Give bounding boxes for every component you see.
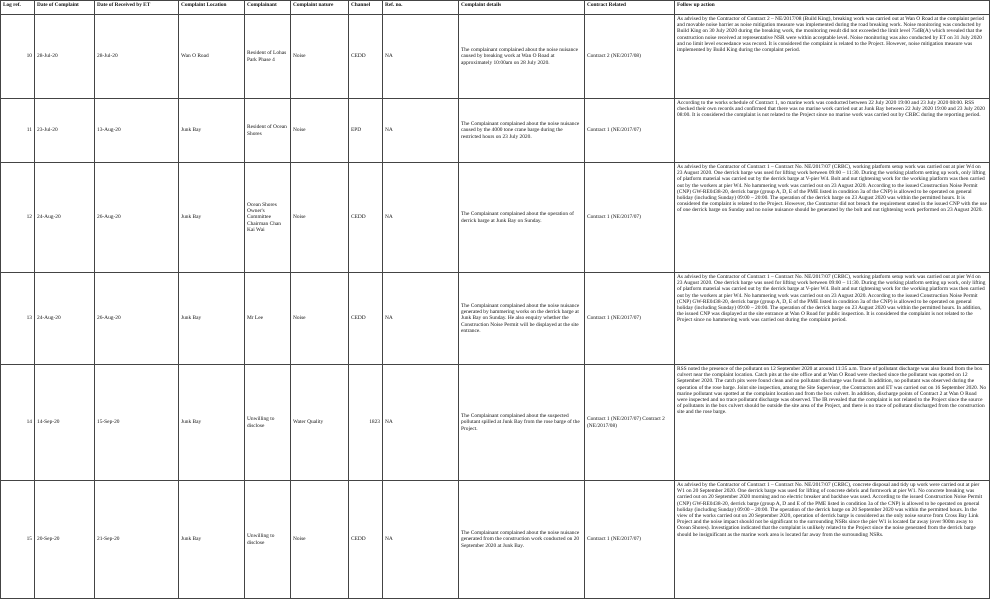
cell-ref-no: NA <box>383 15 459 99</box>
cell-nature: Noise <box>291 481 349 599</box>
table-row <box>1 481 990 599</box>
header-date-received: Date of Received by ET <box>95 1 179 15</box>
cell-channel: EPD <box>349 99 383 163</box>
cell-date-complaint: 23-Jul-20 <box>35 99 95 163</box>
cell-nature: Noise <box>291 273 349 365</box>
table-row <box>1 163 990 273</box>
cell-details: The Complainant complained about the noise nuisance generated by hammering works on the derrick barge at Junk Bay on Sunday. He also enquiry whether the Construction Noise Permit will be displayed at the site entrance. <box>459 273 585 365</box>
table-row <box>1 365 990 481</box>
cell-channel: CEDD <box>349 15 383 99</box>
cell-location: Junk Bay <box>179 163 245 273</box>
header-complaint-location: Complaint Location <box>179 1 245 15</box>
cell-complainant: Unwilling to disclose <box>245 481 291 599</box>
cell-complainant: Unwilling to disclose <box>245 365 291 481</box>
cell-nature: Noise <box>291 15 349 99</box>
cell-log-ref: 13 <box>1 273 35 365</box>
table-row <box>1 99 990 163</box>
cell-contract: Contract 2 (NE/2017/08) <box>585 15 675 99</box>
table-row <box>1 15 990 99</box>
cell-contract: Contract 1 (NE/2017/07) <box>585 163 675 273</box>
cell-details: The Complainant complained about the suspected pollutant spilled at Junk Bay from the rose barge of the Project. <box>459 365 585 481</box>
cell-complainant: Ocean Shores Owner's Committee Chairman Chan Kai Wai <box>245 163 291 273</box>
cell-location: Junk Bay <box>179 99 245 163</box>
cell-details: The Complainant complained about the operation of derrick barge at Junk Bay on Sunday. <box>459 163 585 273</box>
header-log-ref: Log ref. <box>1 1 35 15</box>
cell-log-ref: 12 <box>1 163 35 273</box>
cell-location: Junk Bay <box>179 365 245 481</box>
cell-date-received: 28-Jul-20 <box>95 15 179 99</box>
cell-date-complaint: 14-Sep-20 <box>35 365 95 481</box>
header-ref-no: Ref. no. <box>383 1 459 15</box>
cell-contract: Contract 1 (NE/2017/07) <box>585 99 675 163</box>
cell-details: The complainant complained about the noise nuisance caused by breaking work at Wan O Road at approximately 10:00am on 28 July 2020. <box>459 15 585 99</box>
cell-follow-up: RSS noted the presence of the pollutant on 12 September 2020 at around 11:35 a.m. Trace of pollutant discharge was also found from the box culvert near the complaint location. Catch pits at the site office and at Wan O Road were checked since the pollutant was spotted on 12 September 2020. The catch pits were found clean and no pollutant discharge was found. In addition, no pollutant was observed during the operation of the rose barge. Joint site inspection, among the Site Supervisor, the Contractors and ET was carried out on 16 September 2020. No marine pollutant was spotted at the complaint location and from the box culvert. In addition, discharge points of Contract 2 at Wan O Road were inspected and no trace pollutant discharge was observed. The IR revealed that the complaint is not related to the Project since the source of pollutants in the box culvert should be outside the site area of the Project, and there is no trace of pollutant discharged from the construction site and the rose barge. <box>675 365 990 481</box>
header-date-of-complaint: Date of Complaint <box>35 1 95 15</box>
header-complaint-nature: Complaint nature <box>291 1 349 15</box>
header-follow-up-action: Follow up action <box>675 1 990 15</box>
header-complainant: Complainant <box>245 1 291 15</box>
cell-date-complaint: 24-Aug-20 <box>35 273 95 365</box>
cell-date-received: 26-Aug-20 <box>95 273 179 365</box>
cell-date-complaint: 28-Jul-20 <box>35 15 95 99</box>
cell-details: The Complainant complained about the noise nuisance generated from the construction work conducted on 20 September 2020 at Junk Bay. <box>459 481 585 599</box>
table-header-row <box>1 1 990 15</box>
cell-date-complaint: 20-Sep-20 <box>35 481 95 599</box>
cell-ref-no: NA <box>383 273 459 365</box>
cell-ref-no: NA <box>383 99 459 163</box>
cell-complainant: Resident of Ocean Shores <box>245 99 291 163</box>
cell-log-ref: 10 <box>1 15 35 99</box>
cell-ref-no: NA <box>383 163 459 273</box>
cell-contract: Contract 1 (NE/2017/07) Contract 2 (NE/2017/08) <box>585 365 675 481</box>
cell-date-received: 26-Aug-20 <box>95 163 179 273</box>
cell-location: Wan O Road <box>179 15 245 99</box>
header-channel: Channel <box>349 1 383 15</box>
cell-location: Junk Bay <box>179 273 245 365</box>
table-row <box>1 273 990 365</box>
cell-log-ref: 11 <box>1 99 35 163</box>
cell-date-received: 15-Sep-20 <box>95 365 179 481</box>
header-contract-related: Contract Related <box>585 1 675 15</box>
cell-nature: Water Quality <box>291 365 349 481</box>
cell-nature: Noise <box>291 163 349 273</box>
cell-follow-up: As advised by the Contractor of Contract 2 – NE/2017/08 (Build King), breaking work was carried out at Wan O Road at the complaint period and movable noise barrier as noise mitigation measure was implemented during the road breaking work. Noise monitoring was conducted by Build King on 30 July 2020 during the breaking work, the monitoring result did not exceeded the limit level 75dB(A) which revealed that the construction noise received at representative NSR were within acceptable level. Noise monitoring was also conducted by ET on 31 July 2020 and no limit level exceedance was record. It is considered the complaint is related to the Project. However, noise mitigation measure was implemented by Build King during the complaint period. <box>675 15 990 99</box>
cell-ref-no: NA <box>383 365 459 481</box>
cell-contract: Contract 1 (NE/2017/07) <box>585 273 675 365</box>
cell-channel: CEDD <box>349 163 383 273</box>
cell-log-ref: 15 <box>1 481 35 599</box>
cell-date-complaint: 24-Aug-20 <box>35 163 95 273</box>
cell-complainant: Mr Lee <box>245 273 291 365</box>
cell-channel: 1823 <box>349 365 383 481</box>
cell-details: The Complainant complained about the noise nuisance caused by the 4000 tone crane barge during the restricted hours on 23 July 2020. <box>459 99 585 163</box>
cell-date-received: 13-Aug-20 <box>95 99 179 163</box>
cell-ref-no: NA <box>383 481 459 599</box>
cell-complainant: Resident of Lohas Park Phase 4 <box>245 15 291 99</box>
cell-channel: CEDD <box>349 273 383 365</box>
cell-follow-up: As advised by the Contractor of Contract 1 – Contract No. NE/2017/07 (CRBC), concrete disposal and tidy up work were carried out at pier W1 on 20 September 2020. One derrick barge was used for lifting of concrete debris and formwork at pier W1. No concrete breaking was carried out on 20 September 2020 morning and no electric breaker and backhoe was used. According to the issued Construction Noise Permit (CNP) GW-RE0438-20, derrick barge (group A, D and E of the PME listed in condition 3a of the CNP) is allowed to be operated on general holiday (including Sunday) 09:00 – 20:00. The operation of the derrick barge on 20 September 2020 was within the permitted hours. In the view of the works carried out on 20 September 2020, operation of derrick barge is considered as the only noise source from Cross Bay Link Project and the noise impact should not be significant to the surrounding NSRs since the pier W1 is located far away (over 900m away to Ocean Shores). Investigation indicated that the complaint is unlikely related to the Project since the noise generated from the derrick barge should be insignificant as the marine work area is located far away from the surrounding NSRs. <box>675 481 990 599</box>
cell-log-ref: 14 <box>1 365 35 481</box>
header-complaint-details: Complaint details <box>459 1 585 15</box>
cell-nature: Noise <box>291 99 349 163</box>
cell-channel: CEDD <box>349 481 383 599</box>
cell-follow-up: As advised by the Contractor of Contract 1 – Contract No. NE/2017/07 (CRBC), working platform setup work was carried out at pier W4 on 23 August 2020. One derrick barge was used for lifting work between 09:00 – 11:30. During the working platform setting up work, only lifting of platform material was carried out by the derrick barge at V-pier W4. Bolt and nut tightening work for the working platform was then carried out by the workers at pier W4. No hammering work was carried out on 23 August 2020. According to the issued Construction Noise Permit (CNP) GW-RE0438-20, derrick barge (group A, D, E of the PME listed in condition 3a of the CNP) is allowed to be operated on general holiday (including Sunday) 09:00 – 20:00. The operation of the derrick barge on 23 August 2020 was within the permitted hours. It is considered the complaint is related to the Project. However, the Contractor did not breach the requirement stated in the issued CNP with the use of one derrick barge on Sunday and no noise nuisance should be generated by the bolt and nut tightening work performed on 23 August 2020. <box>675 163 990 273</box>
cell-location: Junk Bay <box>179 481 245 599</box>
cell-follow-up: As advised by the Contractor of Contract 1 – Contract No. NE/2017/07 (CRBC), working platform setup work was carried out at pier W4 on 23 August 2020. One derrick barge was used for lifting work between 09:00 – 11:30. During the working platform setting up work, only lifting of platform material was carried out by the derrick barge at V-pier W4. Bolt and nut tightening work for the working platform was then carried out by the workers at pier W4. No hammering work was carried out on 23 August 2020. According to the issued Construction Noise Permit (CNP) GW-RE0438-20, derrick barge (group A, D, E of the PME listed in condition 3a of the CNP) is allowed to be operated on general holiday (including Sunday) 09:00 – 20:00. The operation of the derrick barge on 23 August 2020 was within the permitted hours. In addition, the issued CNP was displayed at the site entrance at Wan O Road for public inspection. It is considered the complaint is not related to the Project since no hammering work was carried out during the complaint period. <box>675 273 990 365</box>
cell-date-received: 21-Sep-20 <box>95 481 179 599</box>
cell-contract: Contract 1 (NE/2017/07) <box>585 481 675 599</box>
cell-follow-up: According to the works schedule of Contract 1, no marine work was conducted between 22 July 2020 19:00 and 23 July 2020 08:00. RSS checked their own records and confirmed that there was no marine work carried out at Junk Bay between 22 July 2020 19:00 and 23 July 2020 08:00. It is considered the complaint is not related to the Project since no marine work was carried out by CRBC during the reporting period. <box>675 99 990 163</box>
